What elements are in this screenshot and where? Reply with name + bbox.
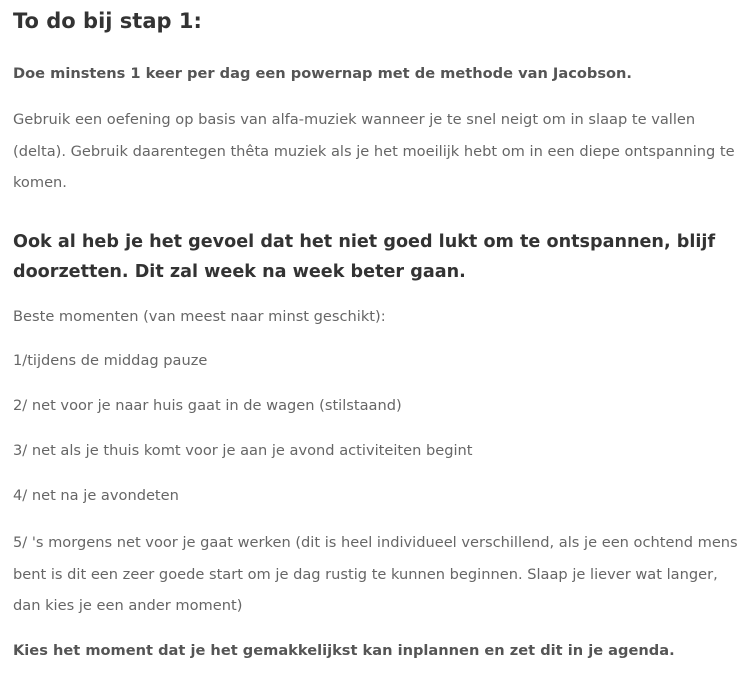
section-subheading: Ook al heb je het gevoel dat het niet goed lukt om te ontspannen, blijf doorzetten. Dit zal week na week beter gaan. xyxy=(13,232,716,282)
closing-bold-text: Kies het moment dat je het gemakkelijkst kan inplannen en zet dit in je agenda. xyxy=(13,642,675,659)
moment-item-5: 5/ 's morgens net voor je gaat werken (dit is heel individueel verschillend, als je een ochtend mens bent is dit een zeer goede start om je dag rustig te kunnen beginnen. Slaap je liever wat langer, dan kies je een ander moment) xyxy=(13,534,738,614)
page-title: To do bij stap 1: xyxy=(13,9,202,33)
paragraph-music-advice: Gebruik een oefening op basis van alfa-muziek wanneer je te snel neigt om in slaap te vallen (delta). Gebruik daarentegen thêta muziek als je het moeilijk hebt om in een diepe ontspanning te komen. xyxy=(13,111,735,191)
moment-item-3: 3/ net als je thuis komt voor je aan je avond activiteiten begint xyxy=(13,442,473,459)
moment-item-4: 4/ net na je avondeten xyxy=(13,487,179,504)
moments-intro: Beste momenten (van meest naar minst geschikt): xyxy=(13,308,386,325)
intro-bold-text: Doe minstens 1 keer per dag een powernap met de methode van Jacobson. xyxy=(13,65,632,82)
moment-item-1: 1/tijdens de middag pauze xyxy=(13,352,208,369)
moment-item-2: 2/ net voor je naar huis gaat in de wagen (stilstaand) xyxy=(13,397,402,414)
